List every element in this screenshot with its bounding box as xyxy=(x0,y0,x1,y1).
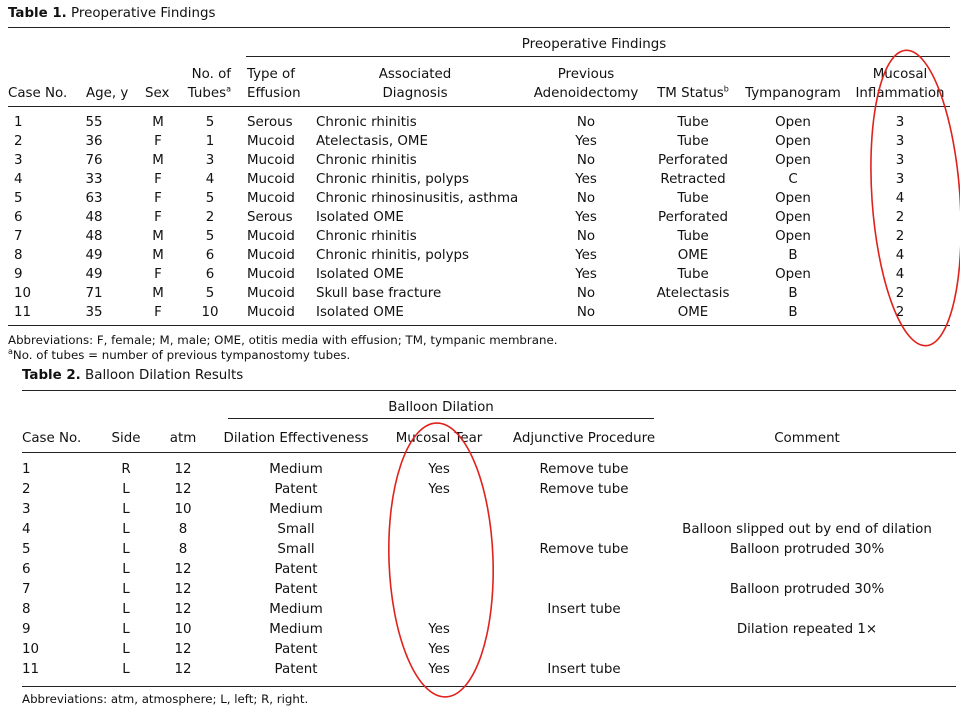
t2-cell-mucosal-tear: Yes xyxy=(428,642,450,657)
t1-cell-diagnosis: Chronic rhinosinusitis, asthma xyxy=(316,191,519,206)
t2-cell-side: L xyxy=(122,642,130,657)
t2-cell-comment: Dilation repeated 1× xyxy=(736,622,878,637)
t1-cell-adenoidectomy: Yes xyxy=(575,248,597,263)
t1-cell-tm-status: Tube xyxy=(677,134,709,149)
t2-header-effectiveness: Dilation Effectiveness xyxy=(223,431,369,446)
t1-cell-case: 4 xyxy=(14,172,23,187)
t1-cell-sex: M xyxy=(152,248,164,263)
t2-cell-mucosal-tear: Yes xyxy=(428,622,450,637)
t1-header-age: Age, y xyxy=(86,86,129,101)
t1-cell-adenoidectomy: Yes xyxy=(575,172,597,187)
t2-cell-effectiveness: Patent xyxy=(274,482,318,497)
t1-cell-tympanogram: B xyxy=(788,305,798,320)
table1-footnote-a-sup: a xyxy=(8,347,13,357)
table1-caption-text: Preoperative Findings xyxy=(71,6,216,21)
t2-cell-mucosal-tear: Yes xyxy=(428,462,450,477)
table1-caption-label: Table 1. xyxy=(8,6,67,21)
t1-cell-diagnosis: Chronic rhinitis, polyps xyxy=(316,172,470,187)
t2-cell-adjunctive: Remove tube xyxy=(539,542,629,557)
t1-cell-sex: M xyxy=(152,229,164,244)
t2-cell-case: 5 xyxy=(22,542,31,557)
t2-cell-atm: 12 xyxy=(174,602,192,617)
t2-cell-adjunctive: Remove tube xyxy=(539,462,629,477)
t1-cell-mucosal-inflammation: 3 xyxy=(895,172,905,187)
t1-cell-sex: M xyxy=(152,115,164,130)
t1-cell-diagnosis: Isolated OME xyxy=(316,305,404,320)
t2-cell-effectiveness: Medium xyxy=(269,502,323,517)
t1-header-mucosal-line2: Inflammation xyxy=(855,86,945,101)
t1-cell-adenoidectomy: No xyxy=(576,191,596,206)
t1-cell-tm-status: Tube xyxy=(677,267,709,282)
t2-cell-atm: 12 xyxy=(174,582,192,597)
t1-cell-tm-status: OME xyxy=(677,305,709,320)
table1-footnote-abbreviations: Abbreviations: F, female; M, male; OME, otitis media with effusion; TM, tympanic membrane. xyxy=(8,333,558,347)
t1-cell-effusion: Mucoid xyxy=(247,305,295,320)
t2-cell-atm: 12 xyxy=(174,642,192,657)
t1-cell-mucosal-inflammation: 4 xyxy=(895,248,905,263)
table2-footnote-abbreviations: Abbreviations: atm, atmosphere; L, left; R, right. xyxy=(22,692,309,706)
t1-header-tm-status xyxy=(657,84,729,103)
t2-cell-side: L xyxy=(122,482,130,497)
t1-cell-tubes: 3 xyxy=(205,153,215,168)
t2-cell-comment: Balloon slipped out by end of dilation xyxy=(682,522,932,537)
t1-cell-effusion: Mucoid xyxy=(247,134,295,149)
t2-cell-side: L xyxy=(122,522,130,537)
t1-cell-case: 10 xyxy=(14,286,32,301)
table2-caption xyxy=(22,368,243,383)
t1-header-tubes-text: Tubes xyxy=(187,86,227,101)
table1-footnote-a-text: No. of tubes = number of previous tympanostomy tubes. xyxy=(12,348,351,362)
t2-cell-adjunctive: Insert tube xyxy=(547,662,621,677)
t1-cell-tubes: 5 xyxy=(205,286,215,301)
t1-header-tympanogram: Tympanogram xyxy=(745,86,841,101)
table1-group-header: Preoperative Findings xyxy=(521,37,667,52)
t1-cell-effusion: Mucoid xyxy=(247,267,295,282)
t1-cell-case: 7 xyxy=(14,229,23,244)
t1-cell-tympanogram: Open xyxy=(775,210,811,225)
t1-cell-diagnosis: Atelectasis, OME xyxy=(316,134,428,149)
t1-cell-case: 5 xyxy=(14,191,23,206)
t1-cell-tubes: 4 xyxy=(205,172,215,187)
t1-cell-sex: F xyxy=(154,134,162,149)
t1-cell-mucosal-inflammation: 2 xyxy=(895,210,905,225)
t1-cell-case: 3 xyxy=(14,153,23,168)
t1-cell-age: 33 xyxy=(85,172,103,187)
table2-bottom-rule xyxy=(22,686,956,687)
t1-cell-tympanogram: C xyxy=(788,172,798,187)
t1-cell-adenoidectomy: Yes xyxy=(575,134,597,149)
t2-header-comment: Comment xyxy=(774,431,840,446)
t1-cell-diagnosis: Chronic rhinitis xyxy=(316,115,417,130)
t1-cell-tubes: 6 xyxy=(205,248,215,263)
t1-cell-sex: F xyxy=(154,191,162,206)
t2-cell-atm: 10 xyxy=(174,502,192,517)
t2-cell-side: L xyxy=(122,622,130,637)
t2-cell-case: 6 xyxy=(22,562,31,577)
t1-cell-age: 76 xyxy=(85,153,103,168)
t1-cell-case: 9 xyxy=(14,267,23,282)
t1-cell-diagnosis: Isolated OME xyxy=(316,210,404,225)
t2-cell-comment: Balloon protruded 30% xyxy=(729,542,885,557)
t1-cell-tubes: 6 xyxy=(205,267,215,282)
t2-cell-atm: 12 xyxy=(174,562,192,577)
t2-cell-atm: 12 xyxy=(174,662,192,677)
t1-header-mucosal-line1: Mucosal xyxy=(872,67,928,82)
t2-cell-adjunctive: Insert tube xyxy=(547,602,621,617)
t1-cell-tympanogram: Open xyxy=(775,153,811,168)
t1-cell-mucosal-inflammation: 2 xyxy=(895,229,905,244)
t1-cell-adenoidectomy: No xyxy=(576,153,596,168)
t1-cell-adenoidectomy: Yes xyxy=(575,267,597,282)
t1-cell-tympanogram: Open xyxy=(775,115,811,130)
t2-cell-mucosal-tear: Yes xyxy=(428,662,450,677)
t1-cell-diagnosis: Chronic rhinitis, polyps xyxy=(316,248,470,263)
t1-cell-mucosal-inflammation: 4 xyxy=(895,267,905,282)
t1-cell-mucosal-inflammation: 4 xyxy=(895,191,905,206)
t1-cell-tympanogram: Open xyxy=(775,267,811,282)
t1-header-tubes-line2 xyxy=(181,84,231,103)
table2-header-rule xyxy=(22,452,956,453)
t2-cell-mucosal-tear: Yes xyxy=(428,482,450,497)
t1-cell-age: 35 xyxy=(85,305,103,320)
t1-cell-diagnosis: Chronic rhinitis xyxy=(316,229,417,244)
t2-cell-effectiveness: Medium xyxy=(269,602,323,617)
t1-cell-effusion: Mucoid xyxy=(247,248,295,263)
t1-header-tubes xyxy=(181,65,231,103)
t1-cell-tm-status: Perforated xyxy=(658,210,728,225)
t1-cell-age: 71 xyxy=(85,286,103,301)
t1-cell-adenoidectomy: No xyxy=(576,115,596,130)
t2-cell-case: 1 xyxy=(22,462,31,477)
t1-header-adenoidectomy xyxy=(534,65,639,103)
t1-cell-tympanogram: Open xyxy=(775,229,811,244)
t1-cell-effusion: Mucoid xyxy=(247,172,295,187)
t1-cell-case: 8 xyxy=(14,248,23,263)
t1-cell-mucosal-inflammation: 3 xyxy=(895,115,905,130)
t1-cell-tubes: 5 xyxy=(205,191,215,206)
table2-group-rule xyxy=(228,418,654,419)
t1-cell-sex: F xyxy=(154,210,162,225)
t2-cell-effectiveness: Patent xyxy=(274,562,318,577)
t1-cell-tubes: 1 xyxy=(205,134,215,149)
t1-cell-diagnosis: Chronic rhinitis xyxy=(316,153,417,168)
t1-header-adeno-line1: Previous xyxy=(557,67,615,82)
t1-cell-case: 2 xyxy=(14,134,23,149)
t2-cell-comment: Balloon protruded 30% xyxy=(729,582,885,597)
t2-cell-case: 9 xyxy=(22,622,31,637)
t1-cell-age: 49 xyxy=(85,267,103,282)
t1-cell-sex: F xyxy=(154,172,162,187)
t1-cell-age: 36 xyxy=(85,134,103,149)
table1-footnote-a xyxy=(8,348,350,362)
t2-header-atm: atm xyxy=(169,431,197,446)
t2-cell-effectiveness: Patent xyxy=(274,582,318,597)
table1-bottom-rule xyxy=(8,325,950,326)
t1-cell-adenoidectomy: Yes xyxy=(575,210,597,225)
t1-cell-age: 48 xyxy=(85,210,103,225)
table2-group-header: Balloon Dilation xyxy=(388,400,494,415)
t1-cell-effusion: Mucoid xyxy=(247,191,295,206)
t1-cell-diagnosis: Skull base fracture xyxy=(316,286,442,301)
t1-cell-tympanogram: Open xyxy=(775,134,811,149)
t2-cell-case: 7 xyxy=(22,582,31,597)
t2-cell-effectiveness: Patent xyxy=(274,662,318,677)
t1-header-effusion-line2: Effusion xyxy=(247,86,301,101)
table2-caption-text: Balloon Dilation Results xyxy=(85,368,244,383)
table2-caption-label: Table 2. xyxy=(22,368,81,383)
t2-cell-effectiveness: Small xyxy=(277,542,315,557)
t1-cell-case: 1 xyxy=(14,115,23,130)
t2-cell-atm: 12 xyxy=(174,482,192,497)
t1-cell-tympanogram: B xyxy=(788,286,798,301)
t1-cell-sex: F xyxy=(154,305,162,320)
t1-header-mucosal xyxy=(855,65,944,103)
t1-cell-sex: M xyxy=(152,286,164,301)
t1-cell-diagnosis: Isolated OME xyxy=(316,267,404,282)
table1-header-rule xyxy=(8,106,950,107)
table1-top-rule xyxy=(8,27,950,28)
t2-header-adjunctive: Adjunctive Procedure xyxy=(512,431,656,446)
t2-cell-effectiveness: Patent xyxy=(274,642,318,657)
t2-cell-atm: 8 xyxy=(178,542,188,557)
t2-cell-effectiveness: Small xyxy=(277,522,315,537)
t2-cell-atm: 12 xyxy=(174,462,192,477)
t1-cell-age: 63 xyxy=(85,191,103,206)
t1-cell-mucosal-inflammation: 3 xyxy=(895,153,905,168)
t1-cell-tm-status: Perforated xyxy=(658,153,728,168)
t1-header-sex: Sex xyxy=(145,86,170,101)
table2-top-rule xyxy=(22,390,956,391)
t1-header-diagnosis-line2: Diagnosis xyxy=(382,86,448,101)
t1-cell-tm-status: OME xyxy=(677,248,709,263)
t2-cell-effectiveness: Medium xyxy=(269,622,323,637)
t1-cell-tm-status: Tube xyxy=(677,229,709,244)
t2-cell-case: 3 xyxy=(22,502,31,517)
t1-cell-effusion: Mucoid xyxy=(247,286,295,301)
t1-header-case: Case No. xyxy=(8,86,68,101)
t1-cell-adenoidectomy: No xyxy=(576,229,596,244)
t1-cell-tubes: 5 xyxy=(205,115,215,130)
t2-cell-side: L xyxy=(122,542,130,557)
t1-cell-sex: F xyxy=(154,267,162,282)
t2-header-case: Case No. xyxy=(22,431,82,446)
t1-cell-adenoidectomy: No xyxy=(576,286,596,301)
t1-header-effusion-line1: Type of xyxy=(247,67,295,82)
t2-cell-case: 10 xyxy=(22,642,40,657)
t1-header-diagnosis xyxy=(379,65,452,103)
t2-cell-case: 8 xyxy=(22,602,31,617)
t1-cell-effusion: Serous xyxy=(247,210,293,225)
t2-cell-side: L xyxy=(122,582,130,597)
t1-cell-age: 48 xyxy=(85,229,103,244)
t1-header-tm-text: TM Status xyxy=(657,86,724,101)
table1-caption xyxy=(8,6,216,21)
t1-cell-tm-status: Retracted xyxy=(660,172,726,187)
t1-cell-adenoidectomy: No xyxy=(576,305,596,320)
t1-cell-effusion: Mucoid xyxy=(247,153,295,168)
t1-cell-sex: M xyxy=(152,153,164,168)
t1-cell-tympanogram: Open xyxy=(775,191,811,206)
t1-cell-case: 6 xyxy=(14,210,23,225)
t1-cell-mucosal-inflammation: 2 xyxy=(895,286,905,301)
t2-cell-case: 4 xyxy=(22,522,31,537)
t1-cell-effusion: Mucoid xyxy=(247,229,295,244)
t2-header-mucosal-tear: Mucosal Tear xyxy=(395,431,483,446)
t1-cell-tm-status: Tube xyxy=(677,115,709,130)
t2-cell-case: 11 xyxy=(22,662,40,677)
t2-cell-side: L xyxy=(122,662,130,677)
t2-cell-side: R xyxy=(121,462,131,477)
t2-cell-side: L xyxy=(122,502,130,517)
t2-header-side: Side xyxy=(111,431,141,446)
t1-cell-tubes: 2 xyxy=(205,210,215,225)
t1-header-tubes-sup: a xyxy=(226,84,231,94)
t1-header-adeno-line2: Adenoidectomy xyxy=(533,86,639,101)
t1-cell-age: 55 xyxy=(85,115,103,130)
t2-cell-adjunctive: Remove tube xyxy=(539,482,629,497)
t1-header-tm-sup: b xyxy=(723,84,729,94)
t2-cell-side: L xyxy=(122,602,130,617)
t1-cell-effusion: Serous xyxy=(247,115,293,130)
t1-cell-case: 11 xyxy=(14,305,32,320)
t1-header-effusion xyxy=(247,65,301,103)
t1-cell-tm-status: Atelectasis xyxy=(656,286,730,301)
t1-cell-tympanogram: B xyxy=(788,248,798,263)
t1-cell-tm-status: Tube xyxy=(677,191,709,206)
t2-cell-atm: 8 xyxy=(178,522,188,537)
t2-cell-case: 2 xyxy=(22,482,31,497)
t2-cell-effectiveness: Medium xyxy=(269,462,323,477)
t1-cell-mucosal-inflammation: 3 xyxy=(895,134,905,149)
t2-cell-atm: 10 xyxy=(174,622,192,637)
t1-header-tubes-line1: No. of xyxy=(191,67,231,82)
t1-cell-tubes: 5 xyxy=(205,229,215,244)
t1-cell-mucosal-inflammation: 2 xyxy=(895,305,905,320)
t1-cell-age: 49 xyxy=(85,248,103,263)
t1-cell-tubes: 10 xyxy=(201,305,219,320)
table1-group-rule xyxy=(246,56,950,57)
t2-cell-side: L xyxy=(122,562,130,577)
t1-header-diagnosis-line1: Associated xyxy=(378,67,452,82)
